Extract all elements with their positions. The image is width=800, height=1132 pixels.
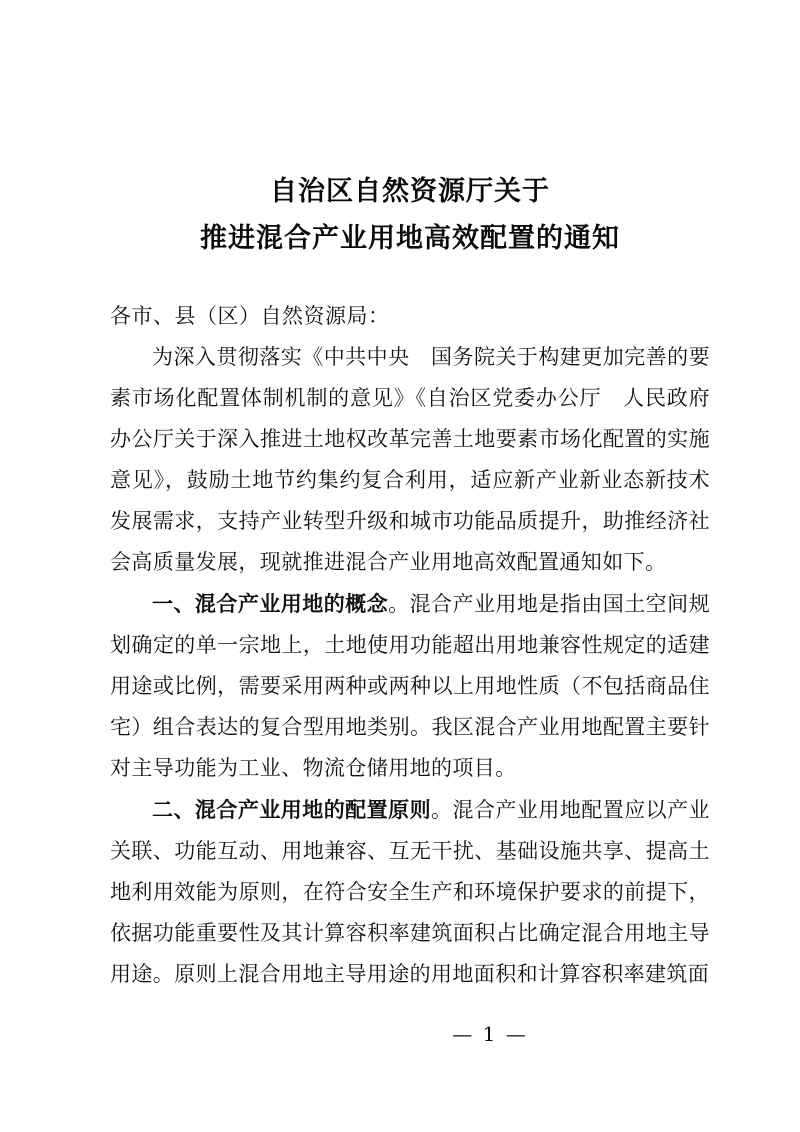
page-title-line-1: 自治区自然资源厅关于 [270, 176, 550, 207]
paragraph-3-text: 。混合产业用地配置应以产业关联、功能互动、用地兼容、互无干扰、基础设施共享、提高土地利用效能为原则，在符合安全生产和环境保护要求的前提下，依据功能重要性及其计算容积率建筑面积占比确定混合用地主导用途。原则上混合用地主导用途的用地面积和计算容积率建筑面 [110, 798, 710, 986]
paragraph-3-lead: 二、混合产业用地的配置原则 [152, 797, 432, 822]
paragraph-3 [110, 789, 710, 995]
document-body [110, 0, 710, 995]
paragraph-2 [110, 583, 710, 789]
paragraph-1 [110, 337, 710, 583]
paragraph-2-text: 。混合产业用地是指由国土空间规划确定的单一宗地上，土地使用功能超出用地兼容性规定的适建用途或比例，需要采用两种或两种以上用地性质（不包括商品住宅）组合表达的复合型用地类别。我区混合产业用地配置主要针对主导功能为工业、物流仓储用地的项目。 [110, 592, 711, 780]
paragraph-1-text: 为深入贯彻落实《中共中央 国务院关于构建更加完善的要素市场化配置体制机制的意见》《自治区党委办公厅 人民政府办公厅关于深入推进土地权改革完善土地要素市场化配置的实施意见》，鼓励土地节约集约复合利用，适应新产业新业态新技术发展需求，支持产业转型升级和城市功能品质提升，助推经济社会高质量发展，现就推进混合产业用地高效配置通知如下。 [110, 345, 710, 574]
page-title-line-2: 推进混合产业用地高效配置的通知 [200, 223, 620, 254]
page-title [110, 168, 710, 262]
paragraph-2-lead: 一、混合产业用地的概念 [152, 591, 389, 616]
salutation: 各市、县（区）自然资源局： [110, 304, 390, 328]
page-number: — 1 — [452, 1022, 528, 1046]
